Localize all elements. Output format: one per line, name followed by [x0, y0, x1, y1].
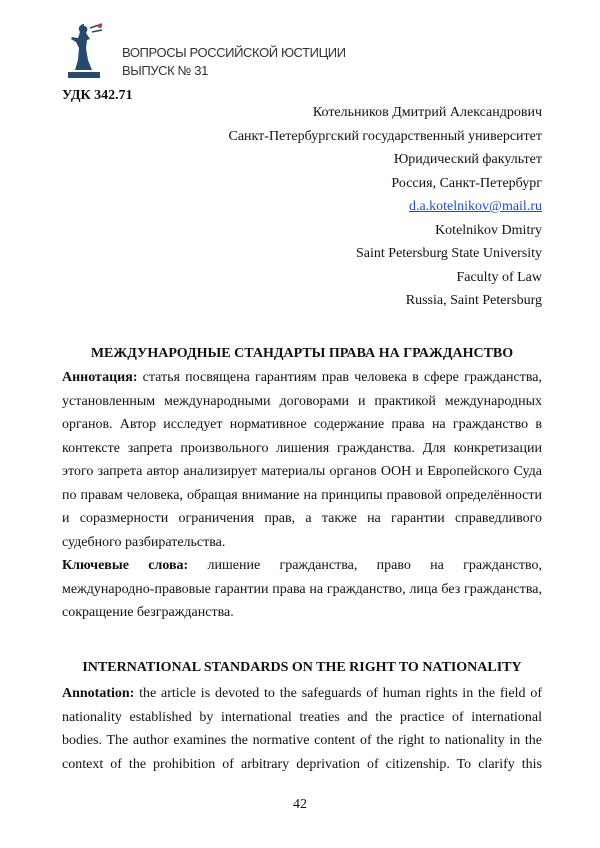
annotation-ru-line: судебного разбирательства. [62, 534, 226, 550]
author-block [229, 101, 543, 313]
annotation-en-line: bodies. The author examines the normative content of the right to nationality in the [62, 733, 542, 748]
page-number: 42 [293, 797, 307, 812]
author-location-ru: Россия, Санкт-Петербург [391, 175, 542, 191]
keywords-ru-line: сокращение безгражданства. [62, 605, 234, 620]
annotation-en-line: nationality established by international treaties and the practice of international [62, 709, 542, 725]
author-university-en: Saint Petersburg State University [356, 246, 542, 261]
author-university-ru: Санкт-Петербургский государственный университет [228, 128, 542, 144]
annotation-ru-line: установленным международными договорами и практикой международных [62, 393, 542, 409]
justice-statue-logo-icon [62, 20, 106, 82]
journal-issue: ВЫПУСК № 31 [122, 63, 208, 78]
author-location-en: Russia, Saint Petersburg [405, 293, 542, 308]
annotation-ru-line: Аннотация: статья посвящена гарантиям прав человека в сфере гражданства, [62, 370, 542, 385]
annotation-ru-line: органов. Автор исследует нормативное содержание права на гражданство в [62, 417, 542, 432]
keywords-label-ru: Ключевые слова: [62, 558, 189, 573]
article-title-ru: МЕЖДУНАРОДНЫЕ СТАНДАРТЫ ПРАВА НА ГРАЖДАНСТВО [90, 346, 514, 361]
author-name-ru: Котельников Дмитрий Александрович [312, 105, 542, 120]
article-title-en: INTERNATIONAL STANDARDS ON THE RIGHT TO NATIONALITY [82, 660, 522, 675]
author-faculty-en: Faculty of Law [456, 269, 542, 285]
annotation-ru [62, 366, 542, 625]
annotation-en-line: Annotation: the article is devoted to the safeguards of human rights in the field of [62, 686, 542, 701]
annotation-ru-line: по правам человека, обращая внимание на принципы правовой определённости [62, 487, 542, 503]
author-faculty-ru: Юридический факультет [393, 152, 542, 167]
journal-title: ВОПРОСЫ РОССИЙСКОЙ ЮСТИЦИИ [122, 45, 346, 60]
keywords-ru-line: международно-правовые гарантии права на гражданство, лица без гражданства, [62, 581, 542, 597]
annotation-ru-line: этого запрета автор анализирует материалы органов ООН и Европейского Суда [62, 464, 542, 479]
author-name-en: Kotelnikov Dmitry [435, 222, 542, 238]
keywords-ru-line: Ключевые слова: лишение гражданства, право на гражданство, [62, 558, 542, 573]
annotation-en-line: context of the prohibition of arbitrary deprivation of citizenship. To clarify this [62, 756, 542, 772]
annotation-label-en: Annotation: [62, 686, 135, 701]
annotation-en [62, 682, 542, 776]
udk-code: УДК 342.71 [62, 88, 133, 103]
author-email-link[interactable]: d.a.kotelnikov@mail.ru [408, 199, 542, 214]
annotation-label-ru: Аннотация: [62, 370, 138, 385]
annotation-ru-line: контексте запрета произвольного лишения гражданства. Для конкретизации [62, 440, 542, 456]
annotation-ru-line: и соразмерности ограничения прав, а также на гарантии справедливого [62, 511, 542, 526]
journal-header [62, 18, 542, 88]
